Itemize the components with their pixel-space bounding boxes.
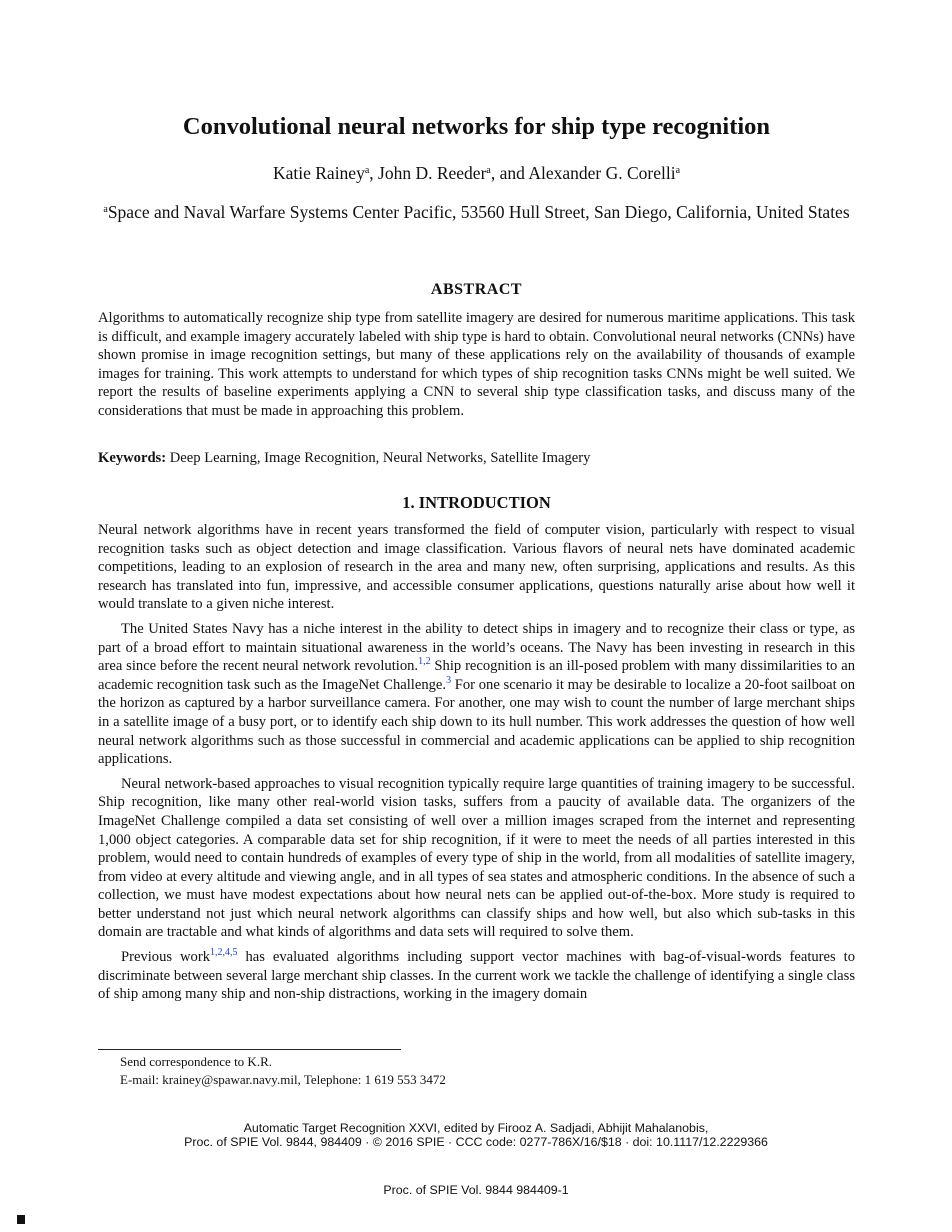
abstract-text: Algorithms to automatically recognize ship type from satellite imagery are desired for numerous maritime applications. This task is difficult, and example imagery accurately labeled with ship type is hard to obtain. Convolutional neural networks (CNNs) have shown promise in image recognition settings, but many of these applications rely on the availability of thousands of example images for training. This work attempts to understand for which types of ship recognition tasks CNNs might be well suited. We report the results of baseline experiments applying a CNN to several ship type classification tasks, and discuss many of the considerations that must be made in approaching this problem. (98, 310, 855, 419)
paper-title: Convolutional neural networks for ship type recognition (182, 113, 771, 140)
footnote-correspondence: Send correspondence to K.R. (120, 1054, 272, 1069)
author-name: John D. Reeder (378, 163, 487, 183)
author-affil-mark: a (486, 165, 491, 176)
author-list: Katie Rainey$^a$, John D. Reeder$^a$, and Alexander G. Corelli$^a$ (272, 163, 681, 183)
citation-link[interactable]: 3 (446, 674, 452, 686)
footnotes (120, 1053, 446, 1088)
affiliation-text: Space and Naval Warfare Systems Center Pacific, 53560 Hull Street, San Diego, California, United States (107, 202, 850, 222)
author-name: Katie Rainey (272, 163, 365, 183)
affiliation (98, 201, 855, 223)
section-heading-introduction: 1. INTRODUCTION (402, 493, 551, 512)
corner-mark (17, 1215, 25, 1224)
publication-info (0, 1122, 952, 1149)
paragraph: Neural network algorithms have in recent years transformed the field of computer vision, particularly with respect to visual recognition tasks such as object detection and image classification. Various flavors of neural nets have dominated academic competitions, leading to an explosion of research in the area and many new, often surprising, applications and results. As this research has translated into fun, impressive, and accessible consumer applications, questions naturally arise about how well it would translate to a given niche interest. (98, 522, 855, 613)
publication-line: Automatic Target Recognition XXVI, edited by Firooz A. Sadjadi, Abhijit Mahalanobis, (243, 1121, 709, 1135)
author-affil-mark: a (675, 165, 681, 176)
author-name: Alexander G. Corelli (528, 163, 676, 183)
paragraph: Neural network-based approaches to visual recognition typically require large quantities of training imagery to be successful. Ship recognition, like many other real-world vision tasks, suffers from a paucity of available data. The organizers of the ImageNet Challenge compiled a data set consisting of well over a million images scraped from the internet and representing 1,000 object categories. A comparable data set for ship recognition, if it were to meet the needs of all parties interested in this problem, would need to contain hundreds of examples of every type of ship in the world, from all modalities of satellite imagery, from video at every altitude and viewing angle, and in all types of sea states and atmospheric conditions. In the absence of such a collection, we must have modest expectations about how neural nets can be applied out-of-the-box. More study is required to better understand not just which neural network algorithms can classify ships and how well, but also which sub-tasks in this domain are tractable and what kinds of algorithms and data sets will required to solve them. (98, 775, 855, 941)
author-affil-mark: a (364, 165, 370, 176)
keywords (98, 450, 855, 467)
abstract-heading: ABSTRACT (430, 281, 523, 298)
footnote-rule (98, 1049, 401, 1050)
publication-line: Proc. of SPIE Vol. 9844, 984409 · © 2016 SPIE · CCC code: 0277-786X/16/$18 · doi: 10.1117/12.2229366 (184, 1134, 768, 1149)
keywords-list: Deep Learning, Image Recognition, Neural Networks, Satellite Imagery (169, 450, 591, 466)
footnote-contact: E-mail: krainey@spawar.navy.mil, Telephone: 1 619 553 3472 (120, 1071, 446, 1087)
page-number: Proc. of SPIE Vol. 9844 984409-1 (383, 1183, 569, 1197)
introduction-body (98, 521, 855, 1010)
citation-link[interactable]: 1,2,4,5 (210, 947, 238, 959)
affiliation-mark: a (103, 204, 108, 215)
paragraph: Previous work$^{1,2,4,5}$ has evaluated algorithms including support vector machines with bag-of-visual-words features to discriminate between several large merchant ship classes. In the current work we tackle the challenge of identifying a single class of ship among many ship and non-ship distractions, working in the imagery domain (98, 947, 855, 1003)
paragraph: The United States Navy has a niche interest in the ability to detect ships in imagery and to recognize their class or type, as part of a broad effort to maintain situational awareness in the world’s oceans. The Navy has been investing in research in this area since before the recent neural network revolution.$^{1,2}$ Ship recognition is an ill-posed problem with many dissimilarities to an academic recognition task such as the ImageNet Challenge.$^3$ For one scenario it may be desirable to localize a 20-foot sailboat on the horizon as captured by a harbor surveillance camera. For another, one may wish to count the number of large merchant ships in a satellite image of a busy port, or to identify each ship down to its hull number. This work addresses the question of how well neural network algorithms such as those successful in commercial and academic applications can be applied to ship recognition applications. (98, 620, 855, 768)
keywords-label: Keywords: (98, 450, 167, 466)
citation-link[interactable]: 1,2 (418, 656, 431, 668)
